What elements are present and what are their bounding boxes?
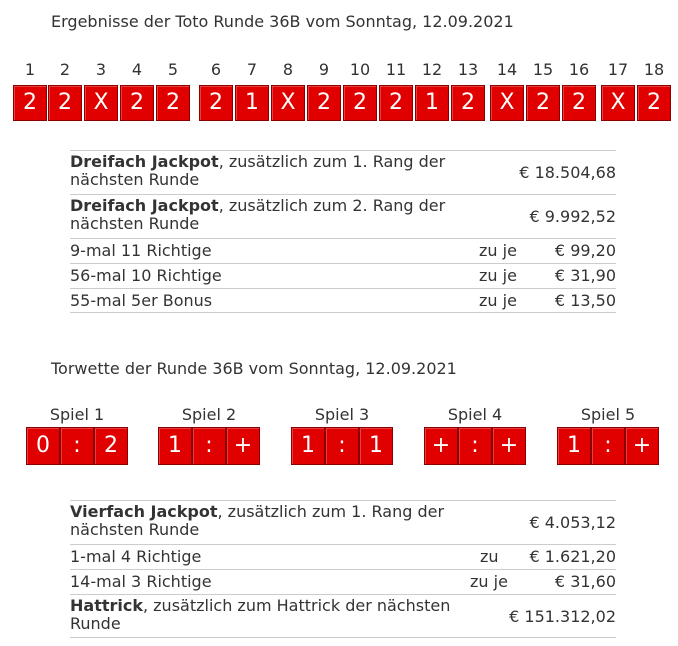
payout-description: 55-mal 5er Bonus [70, 291, 213, 310]
game-label: Spiel 4 [447, 405, 503, 424]
match-number: 13 [457, 60, 479, 79]
match-number: 16 [568, 60, 590, 79]
toto-result-box: 2 [379, 85, 413, 121]
score-separator: : [192, 427, 226, 465]
home-score: 1 [557, 427, 591, 465]
payout-per-label: zu je [470, 572, 508, 591]
table-row [70, 500, 616, 544]
payout-amount: € 18.504,68 [519, 163, 616, 182]
match-number: 17 [607, 60, 629, 79]
score-separator: : [591, 427, 625, 465]
toto-result-box: 2 [307, 85, 341, 121]
toto-result-box: 2 [451, 85, 485, 121]
payout-per-label: zu [480, 547, 499, 566]
table-row [70, 263, 616, 288]
match-number: 1 [24, 60, 36, 79]
away-score: + [625, 427, 659, 465]
toto-payout-table [70, 150, 616, 313]
toto-result-box: 2 [343, 85, 377, 121]
table-row [70, 288, 616, 313]
home-score: 1 [291, 427, 325, 465]
match-number: 5 [167, 60, 179, 79]
game-label: Spiel 5 [580, 405, 636, 424]
torwette-payout-table [70, 500, 616, 638]
payout-description: 1-mal 4 Richtige [70, 547, 202, 566]
toto-title: Ergebnisse der Toto Runde 36B vom Sonntag, 12.09.2021 [51, 12, 514, 31]
score-separator: : [325, 427, 359, 465]
payout-amount: € 31,60 [554, 572, 616, 591]
away-score: 1 [359, 427, 393, 465]
match-number: 2 [59, 60, 71, 79]
table-row [70, 544, 616, 569]
match-number: 15 [532, 60, 554, 79]
toto-result-box: 2 [13, 85, 47, 121]
payout-per-label: zu je [479, 241, 517, 260]
toto-result-box: 2 [48, 85, 82, 121]
match-number: 12 [421, 60, 443, 79]
payout-description: Vierfach Jackpot, zusätzlich zum 1. Rang der nächsten Runde [70, 502, 445, 539]
torwette-title: Torwette der Runde 36B vom Sonntag, 12.09.2021 [51, 359, 457, 378]
match-number: 7 [246, 60, 258, 79]
match-number: 18 [643, 60, 665, 79]
toto-result-box: 2 [199, 85, 233, 121]
payout-per-label: zu je [479, 266, 517, 285]
home-score: + [424, 427, 458, 465]
game-score [424, 427, 526, 465]
toto-result-box: 2 [156, 85, 190, 121]
game-label: Spiel 3 [314, 405, 370, 424]
payout-description: Hattrick, zusätzlich zum Hattrick der nächsten Runde [70, 596, 451, 633]
score-separator: : [60, 427, 94, 465]
game-score [26, 427, 128, 465]
toto-result-box: 2 [637, 85, 671, 121]
payout-amount: € 31,90 [554, 266, 616, 285]
away-score: + [492, 427, 526, 465]
table-row [70, 569, 616, 594]
away-score: + [226, 427, 260, 465]
away-score: 2 [94, 427, 128, 465]
match-number: 9 [318, 60, 330, 79]
toto-result-box: 2 [120, 85, 154, 121]
match-number: 11 [385, 60, 407, 79]
match-number: 14 [496, 60, 518, 79]
match-number: 6 [210, 60, 222, 79]
home-score: 1 [158, 427, 192, 465]
score-separator: : [458, 427, 492, 465]
payout-description: 56-mal 10 Richtige [70, 266, 222, 285]
payout-amount: € 99,20 [554, 241, 616, 260]
game-score [557, 427, 659, 465]
payout-description: 14-mal 3 Richtige [70, 572, 212, 591]
match-number: 4 [131, 60, 143, 79]
game-score [291, 427, 393, 465]
payout-amount: € 4.053,12 [529, 513, 616, 532]
toto-result-box: X [601, 85, 635, 121]
toto-result-box: X [490, 85, 524, 121]
payout-amount: € 9.992,52 [529, 207, 616, 226]
toto-result-box: X [84, 85, 118, 121]
toto-result-box: 1 [415, 85, 449, 121]
match-number: 8 [282, 60, 294, 79]
payout-per-label: zu je [479, 291, 517, 310]
toto-result-box: X [271, 85, 305, 121]
game-label: Spiel 2 [181, 405, 237, 424]
toto-result-box: 2 [562, 85, 596, 121]
table-row [70, 594, 616, 638]
match-number: 3 [95, 60, 107, 79]
table-row [70, 194, 616, 238]
toto-result-box: 1 [235, 85, 269, 121]
home-score: 0 [26, 427, 60, 465]
payout-description: Dreifach Jackpot, zusätzlich zum 2. Rang der nächsten Runde [70, 196, 446, 233]
toto-result-box: 2 [526, 85, 560, 121]
payout-amount: € 1.621,20 [529, 547, 616, 566]
table-row [70, 150, 616, 194]
game-score [158, 427, 260, 465]
game-label: Spiel 1 [49, 405, 105, 424]
match-number: 10 [349, 60, 371, 79]
payout-description: Dreifach Jackpot, zusätzlich zum 1. Rang der nächsten Runde [70, 152, 446, 189]
table-row [70, 238, 616, 263]
payout-amount: € 151.312,02 [509, 607, 616, 626]
payout-description: 9-mal 11 Richtige [70, 241, 212, 260]
payout-amount: € 13,50 [554, 291, 616, 310]
